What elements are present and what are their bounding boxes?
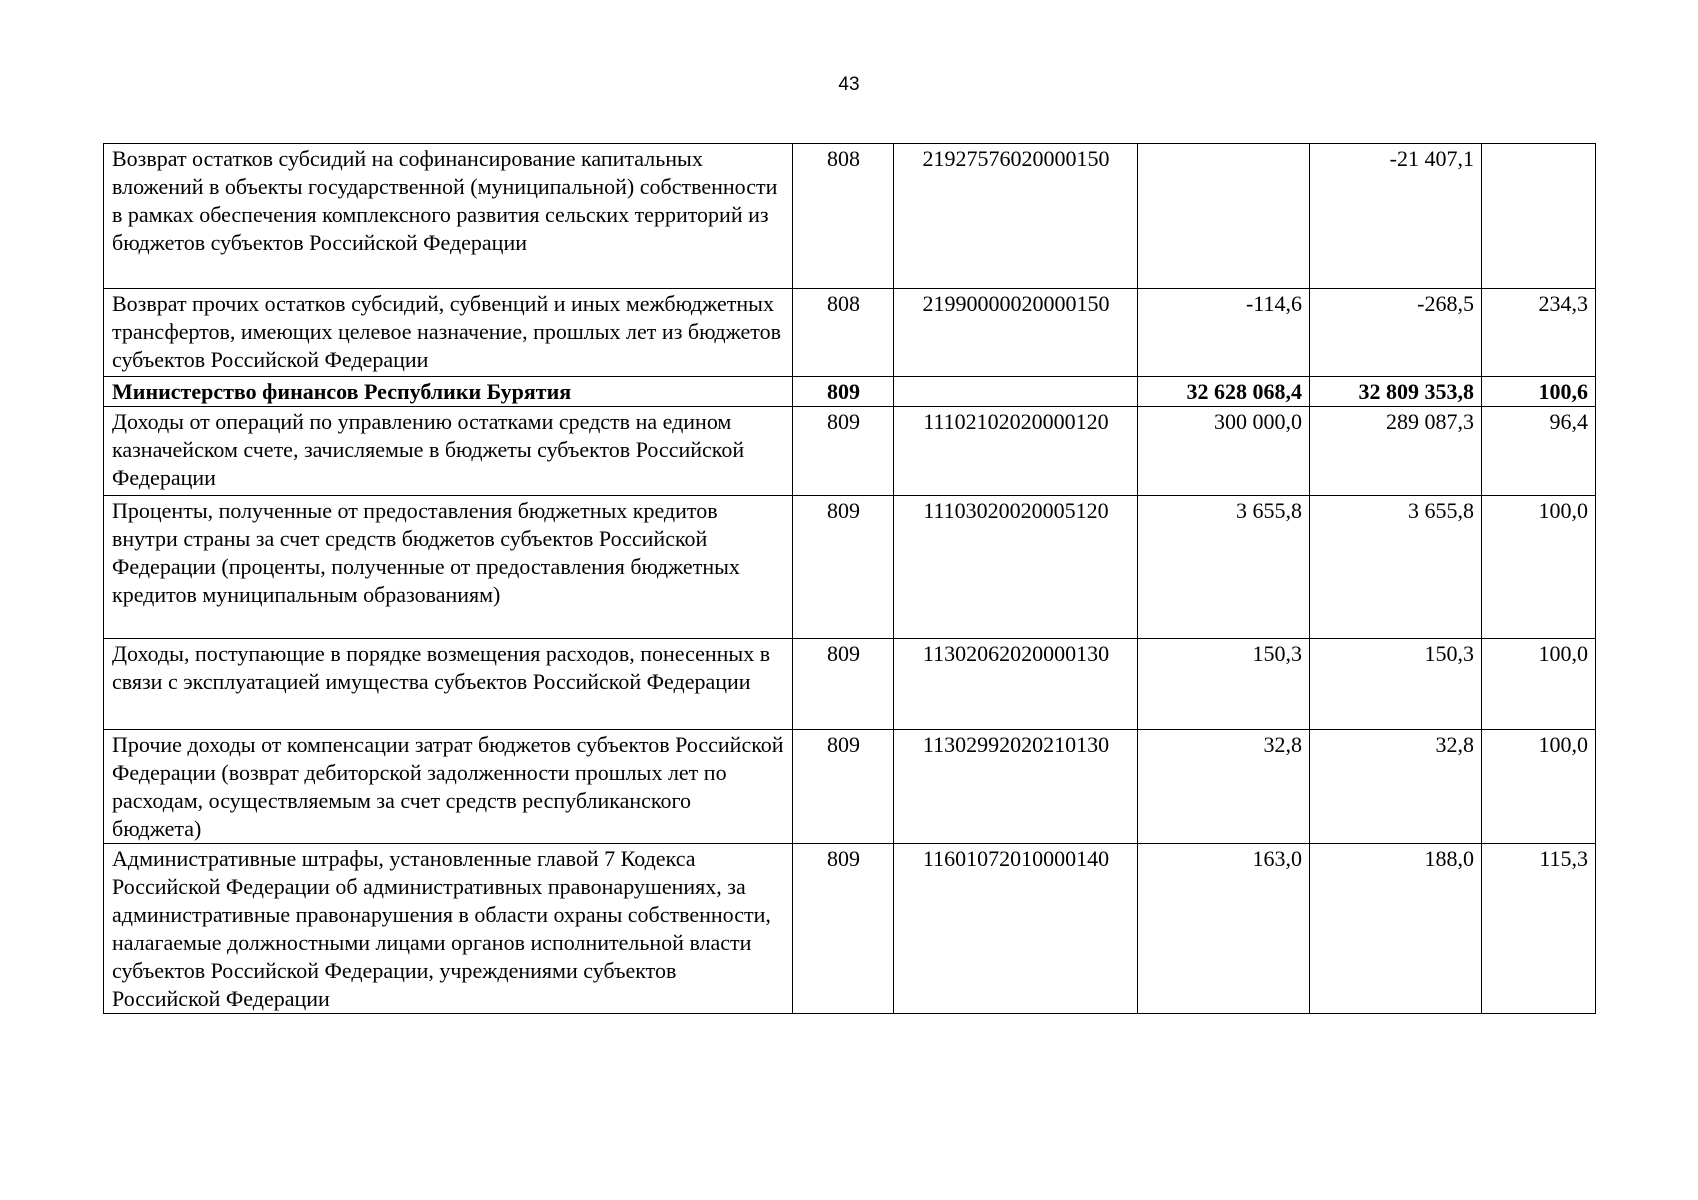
page-number: 43 bbox=[838, 74, 860, 95]
fact-cell: 150,3 bbox=[1310, 639, 1482, 730]
plan-cell: 163,0 bbox=[1138, 844, 1310, 1014]
percent-cell: 100,0 bbox=[1482, 639, 1596, 730]
admin-code-cell: 809 bbox=[793, 407, 894, 496]
revenue-name-cell: Доходы от операций по управлению остатками средств на едином казначейском счете, зачисляемые в бюджеты субъектов Российской Федерации bbox=[104, 407, 793, 496]
percent-cell: 115,3 bbox=[1482, 844, 1596, 1014]
plan-cell: 150,3 bbox=[1138, 639, 1310, 730]
revenue-name-cell: Проценты, полученные от предоставления бюджетных кредитов внутри страны за счет средств бюджетов субъектов Российской Федерации (проценты, полученные от предоставления бюджетных кредитов муниципальным образованиям) bbox=[104, 496, 793, 639]
plan-cell: 300 000,0 bbox=[1138, 407, 1310, 496]
table-row bbox=[104, 289, 1596, 377]
budget-code-cell: 21927576020000150 bbox=[894, 144, 1138, 289]
plan-cell: -114,6 bbox=[1138, 289, 1310, 377]
budget-revenue-table bbox=[103, 143, 1596, 1014]
budget-code-cell: 11302062020000130 bbox=[894, 639, 1138, 730]
admin-code-cell: 808 bbox=[793, 289, 894, 377]
admin-code-cell: 809 bbox=[793, 639, 894, 730]
fact-cell: 32 809 353,8 bbox=[1310, 377, 1482, 407]
fact-cell: 289 087,3 bbox=[1310, 407, 1482, 496]
revenue-name-cell: Министерство финансов Республики Бурятия bbox=[104, 377, 793, 407]
budget-code-cell: 11102102020000120 bbox=[894, 407, 1138, 496]
budget-code-cell: 11601072010000140 bbox=[894, 844, 1138, 1014]
percent-cell: 100,6 bbox=[1482, 377, 1596, 407]
fact-cell: 3 655,8 bbox=[1310, 496, 1482, 639]
fact-cell: -268,5 bbox=[1310, 289, 1482, 377]
plan-cell bbox=[1138, 144, 1310, 289]
plan-cell: 32 628 068,4 bbox=[1138, 377, 1310, 407]
plan-cell: 3 655,8 bbox=[1138, 496, 1310, 639]
admin-code-cell: 809 bbox=[793, 496, 894, 639]
fact-cell: 188,0 bbox=[1310, 844, 1482, 1014]
revenue-name-cell: Доходы, поступающие в порядке возмещения расходов, понесенных в связи с эксплуатацией имущества субъектов Российской Федерации bbox=[104, 639, 793, 730]
percent-cell: 96,4 bbox=[1482, 407, 1596, 496]
budget-code-cell: 11302992020210130 bbox=[894, 730, 1138, 844]
table-row bbox=[104, 639, 1596, 730]
table-row bbox=[104, 377, 1596, 407]
revenue-name-cell: Прочие доходы от компенсации затрат бюджетов субъектов Российской Федерации (возврат дебиторской задолженности прошлых лет по расходам, осуществляемым за счет средств республиканского бюджета) bbox=[104, 730, 793, 844]
table-row bbox=[104, 496, 1596, 639]
percent-cell: 100,0 bbox=[1482, 496, 1596, 639]
percent-cell bbox=[1482, 144, 1596, 289]
table-row bbox=[104, 730, 1596, 844]
table-row bbox=[104, 407, 1596, 496]
budget-code-cell: 11103020020005120 bbox=[894, 496, 1138, 639]
revenue-name-cell: Возврат остатков субсидий на софинансирование капитальных вложений в объекты государственной (муниципальной) собственности в рамках обеспечения комплексного развития сельских территорий из бюджетов субъектов Российской Федерации bbox=[104, 144, 793, 289]
table-row bbox=[104, 844, 1596, 1014]
budget-code-cell: 21990000020000150 bbox=[894, 289, 1138, 377]
admin-code-cell: 809 bbox=[793, 377, 894, 407]
fact-cell: 32,8 bbox=[1310, 730, 1482, 844]
percent-cell: 234,3 bbox=[1482, 289, 1596, 377]
revenue-name-cell: Административные штрафы, установленные главой 7 Кодекса Российской Федерации об административных правонарушениях, за административные правонарушения в области охраны собственности, налагаемые должностными лицами органов исполнительной власти субъектов Российской Федерации, учреждениями субъектов Российской Федерации bbox=[104, 844, 793, 1014]
fact-cell: -21 407,1 bbox=[1310, 144, 1482, 289]
admin-code-cell: 809 bbox=[793, 844, 894, 1014]
budget-code-cell bbox=[894, 377, 1138, 407]
revenue-name-cell: Возврат прочих остатков субсидий, субвенций и иных межбюджетных трансфертов, имеющих целевое назначение, прошлых лет из бюджетов субъектов Российской Федерации bbox=[104, 289, 793, 377]
percent-cell: 100,0 bbox=[1482, 730, 1596, 844]
admin-code-cell: 808 bbox=[793, 144, 894, 289]
plan-cell: 32,8 bbox=[1138, 730, 1310, 844]
table-row bbox=[104, 144, 1596, 289]
admin-code-cell: 809 bbox=[793, 730, 894, 844]
